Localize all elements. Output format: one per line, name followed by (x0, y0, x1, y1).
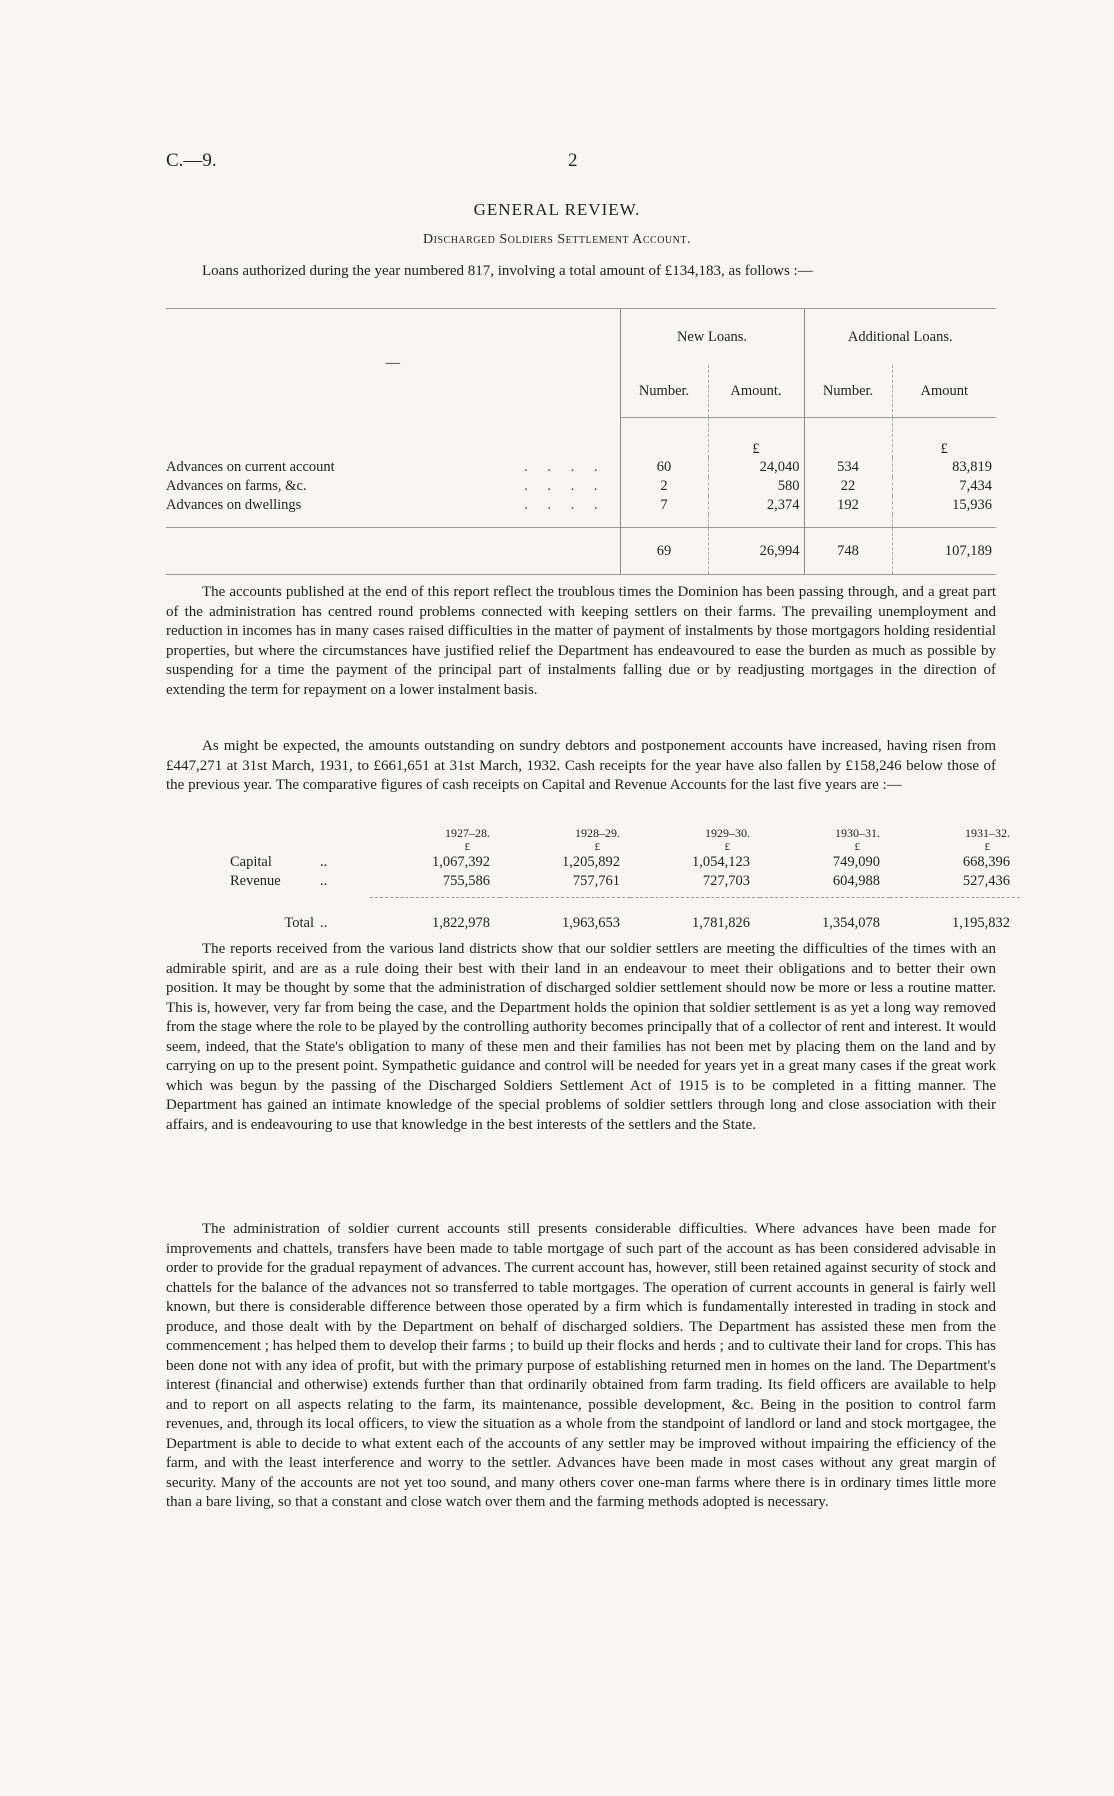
new-number-cell: 2 (620, 477, 708, 496)
value-cell: 757,761 (572, 873, 620, 889)
paragraph-settlers-spirit: The reports received from the various land districts show that our soldier settlers are meeting the difficulties of the times with an admirable spirit, and are as a rule doing their best with their land in an endeavour to meet their obligations and to better their own position. It may be thought by some that the administration of discharged soldier settlement should now be more or less a routine matter. This is, however, very far from being the case, and the Department holds the opinion that soldier settlement is as yet a long way removed from the stage where the role to be played by the controlling authority becomes principally that of a collector of rent and interest. It would seem, indeed, that the State's obligation to many of these men and their families has not been met by placing them on the land and by carrying on up to the present point. Sympathetic guidance and control will be needed for years yet in a great many cases if the great work which was begun by the passing of the Discharged Soldiers Settlement Act of 1915 is to be completed in a fitting manner. The Department has gained an intimate knowledge of the special problems of soldier settlers through long and close association with their affairs, and is endeavouring to use that knowledge in the best interests of the settlers and the State. (166, 941, 996, 1133)
currency-symbol: £ (464, 841, 470, 853)
total-cell: 1,354,078 (822, 915, 880, 931)
new-amount-cell: 580 (708, 477, 804, 496)
currency-symbol: £ (594, 841, 600, 853)
total-cell: 1,822,978 (432, 915, 490, 931)
value-cell: 604,988 (832, 873, 880, 889)
section-subtitle: Discharged Soldiers Settlement Account. (423, 232, 691, 247)
value-cell: 1,067,392 (432, 854, 490, 870)
new-number-cell: 7 (620, 496, 708, 515)
row-label: Advances on current account (166, 459, 335, 475)
col-number-additional: Number. (804, 365, 892, 418)
leader-dots: .. (320, 914, 328, 931)
table-row (230, 853, 1020, 872)
paragraph-current-accounts: The administration of soldier current accounts still presents considerable difficulties. Where advances have been made for improvements and chattels, transfers have been made to table mortgage of such part of the account as has been considered advisable in order to provide for the gradual repayment of advances. The current account has, however, still been retained against security of stock and chattels for the balance of the advances not so transferred to table mortgages. The operation of current accounts in general is fairly well known, but there is considerable difference between those operated by a firm which is fundamentally interested in trading in stock and produce, and those dealt with by the Department on behalf of discharged soldiers. The Department has assisted these men from the commencement ; has helped them to develop their farms ; to build up their flocks and herds ; and to cultivate their land for crops. This has been done not with any idea of profit, but with the primary purpose of establishing returned men in homes on the land. The Department's interest (financial and otherwise) extends further than that ordinarily obtained from farm trading. Its field officers are available to help and to report on all aspects relating to the farm, its maintenance, possible development, &c. Being in the position to control farm revenues, and, through its local officers, to view the situation as a whole from the standpoint of landlord or land and stock mortgagee, the Department is able to decide to what extent each of the accounts of any settler may be improved without impairing the efficiency of the farm, and with the least interference and worry to the settler. Advances have been made in most cases without any great margin of security. Many of the accounts are not yet too sound, and many others cover one-man farms where there is in ordinary times little more than a bare living, so that a constant and close watch over them and the farming methods adopted is necessary. (166, 1221, 996, 1510)
value-cell: 749,090 (832, 854, 880, 870)
loans-blank-header: — (166, 309, 620, 418)
additional-amount-cell: 7,434 (892, 477, 996, 496)
table-row (166, 496, 996, 515)
total-additional-number: 748 (804, 528, 892, 575)
value-cell: 755,586 (442, 873, 490, 889)
value-cell: 1,054,123 (692, 854, 750, 870)
loans-table (166, 308, 996, 575)
leader-dots: . . . . (524, 497, 606, 513)
col-amount-additional: Amount (892, 365, 996, 418)
additional-number-cell: 22 (804, 477, 892, 496)
col-number-new: Number. (620, 365, 708, 418)
year-header: 1927–28. (445, 826, 490, 840)
currency-symbol: £ (724, 841, 730, 853)
table-row (166, 458, 996, 477)
paragraph-troublous-times: The accounts published at the end of this report reflect the troublous times the Dominion has been passing through, and a great part of the administration has centred round problems connected with keeping settlers on their farms. The prevailing unemployment and reduction in incomes has in many cases raised difficulties in the matter of payment of instalments by those mortgagors holding residential properties, but where the circumstances have justified relief the Department has endeavoured to ease the burden as much as possible by suspending for a time the payment of the principal part of instalments falling due or by readjusting mortgages in the direction of extending the term for repayment on a lower instalment basis. (166, 584, 996, 698)
total-cell: 1,963,653 (562, 915, 620, 931)
value-cell: 727,703 (702, 873, 750, 889)
table-row (166, 477, 996, 496)
row-label: Advances on farms, &c. (166, 478, 307, 494)
totals-row (230, 898, 1020, 934)
total-new-amount: 26,994 (708, 528, 804, 575)
cash-receipts-table (230, 826, 1020, 933)
currency-symbol: £ (854, 841, 860, 853)
total-cell: 1,195,832 (952, 915, 1010, 931)
new-number-cell: 60 (620, 458, 708, 477)
year-header: 1929–30. (705, 826, 750, 840)
currency-symbol: £ (892, 418, 996, 459)
leader-dots: . . . . (524, 478, 606, 494)
row-label: Revenue (230, 873, 281, 889)
row-label: Advances on dwellings (166, 497, 302, 513)
new-amount-cell: 24,040 (708, 458, 804, 477)
page-title: GENERAL REVIEW. (473, 200, 641, 219)
total-additional-amount: 107,189 (892, 528, 996, 575)
total-label: Total (284, 914, 314, 931)
value-cell: 527,436 (962, 873, 1010, 889)
year-header: 1930–31. (835, 826, 880, 840)
new-amount-cell: 2,374 (708, 496, 804, 515)
currency-symbol: £ (708, 418, 804, 459)
value-cell: 668,396 (962, 854, 1010, 870)
additional-number-cell: 534 (804, 458, 892, 477)
paragraph-outstanding-amounts: As might be expected, the amounts outstanding on sundry debtors and postponement accounts have increased, having risen from £447,271 at 31st March, 1931, to £661,651 at 31st March, 1932. Cash receipts for the year have also fallen by £158,246 below those of the previous year. The comparative figures of cash receipts on Capital and Revenue Accounts for the last five years are :— (166, 738, 996, 793)
value-cell: 1,205,892 (562, 854, 620, 870)
totals-row (166, 528, 996, 575)
leader-dots: .. (320, 854, 328, 870)
leader-dots: . . . . (524, 459, 606, 475)
additional-number-cell: 192 (804, 496, 892, 515)
intro-paragraph: Loans authorized during the year numbered 817, involving a total amount of £134,183, as follows :— (202, 263, 813, 279)
additional-amount-cell: 83,819 (892, 458, 996, 477)
total-new-number: 69 (620, 528, 708, 575)
year-header: 1928–29. (575, 826, 620, 840)
col-amount-new: Amount. (708, 365, 804, 418)
leader-dots: .. (320, 873, 328, 889)
row-label: Capital (230, 854, 272, 870)
document-reference: C.—9. (166, 150, 217, 171)
total-cell: 1,781,826 (692, 915, 750, 931)
table-row (230, 872, 1020, 891)
currency-symbol: £ (984, 841, 990, 853)
loans-group-additional: Additional Loans. (804, 309, 996, 366)
year-header: 1931–32. (965, 826, 1010, 840)
loans-group-new: New Loans. (620, 309, 804, 366)
additional-amount-cell: 15,936 (892, 496, 996, 515)
page-number: 2 (568, 150, 578, 171)
